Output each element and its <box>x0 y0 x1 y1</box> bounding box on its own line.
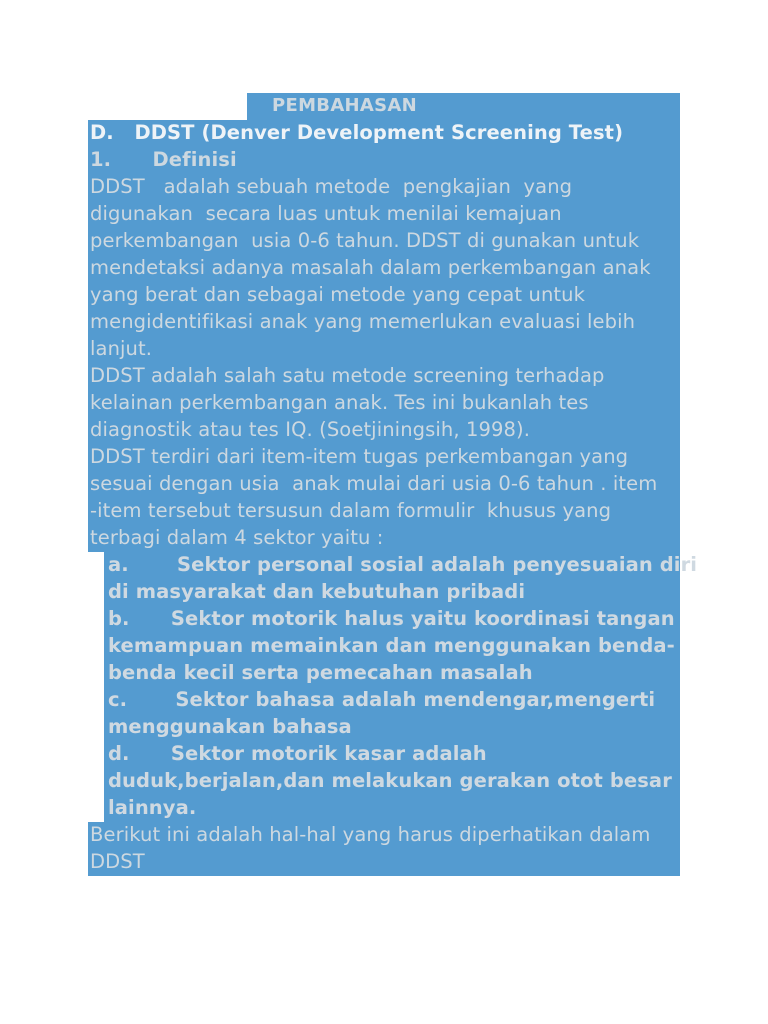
page-title: PEMBAHASAN <box>272 95 418 116</box>
paragraph-line: mendetaksi adanya masalah dalam perkembangan anak <box>90 256 651 279</box>
list-item-b: kemampuan memainkan dan menggunakan benda- <box>108 634 675 657</box>
paragraph-line: digunakan secara luas untuk menilai kemajuan <box>90 202 562 225</box>
list-item-b: benda kecil serta pemecahan masalah <box>108 661 533 684</box>
paragraph-line: -item tersebut tersusun dalam formulir khusus yang <box>90 499 612 522</box>
list-item-a: di masyarakat dan kebutuhan pribadi <box>108 580 526 603</box>
closing-line: Berikut ini adalah hal-hal yang harus diperhatikan dalam <box>90 823 651 846</box>
paragraph-line: DDST adalah salah satu metode screening terhadap <box>90 364 605 387</box>
paragraph-line: kelainan perkembangan anak. Tes ini bukanlah tes <box>90 391 589 414</box>
paragraph-line: DDST adalah sebuah metode pengkajian yang <box>90 175 573 198</box>
list-item-d: duduk,berjalan,dan melakukan gerakan otot besar <box>108 769 672 792</box>
list-item-c: c. Sektor bahasa adalah mendengar,mengerti <box>108 688 656 711</box>
paragraph-line: mengidentifikasi anak yang memerlukan evaluasi lebih <box>90 310 636 333</box>
list-item-d: d. Sektor motorik kasar adalah <box>108 742 487 765</box>
subsection-heading: 1. Definisi <box>90 148 237 171</box>
paragraph-line: lanjut. <box>90 337 153 360</box>
paragraph-line: perkembangan usia 0-6 tahun. DDST di gunakan untuk <box>90 229 640 252</box>
list-item-a: a. Sektor personal sosial adalah penyesuaian diri <box>108 553 698 576</box>
list-item-c: menggunakan bahasa <box>108 715 352 738</box>
paragraph-line: DDST terdiri dari item-item tugas perkembangan yang <box>90 445 629 468</box>
section-heading: D. DDST (Denver Development Screening Test) <box>90 121 624 144</box>
list-item-b: b. Sektor motorik halus yaitu koordinasi tangan <box>108 607 675 630</box>
paragraph-line: sesuai dengan usia anak mulai dari usia 0-6 tahun . item <box>90 472 658 495</box>
list-item-d: lainnya. <box>108 796 197 819</box>
list-gutter <box>88 552 104 822</box>
paragraph-line: diagnostik atau tes IQ. (Soetjiningsih, 1998). <box>90 418 530 441</box>
closing-line: DDST <box>90 850 145 873</box>
paragraph-line: yang berat dan sebagai metode yang cepat untuk <box>90 283 585 306</box>
paragraph-line: terbagi dalam 4 sektor yaitu : <box>90 526 384 549</box>
